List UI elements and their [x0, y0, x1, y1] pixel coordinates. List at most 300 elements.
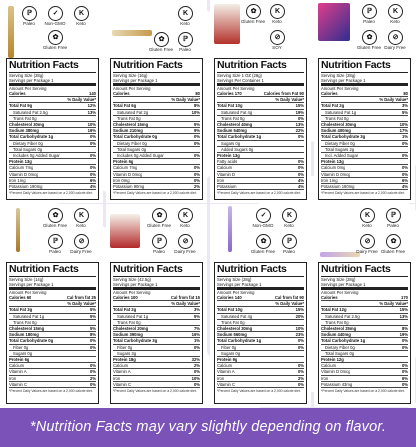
- dairy-free-icon: ⊘: [178, 234, 193, 249]
- nutrient-name: Calcium: [217, 363, 233, 369]
- nutrient-daily-value: 0%: [193, 381, 200, 387]
- dairy-free-icon: ⊘: [74, 234, 89, 249]
- nutrient-daily-value: 16%: [191, 332, 200, 338]
- daily-value-footnote: *Percent Daily Values are based on a 2,000 calorie diet.: [217, 389, 301, 394]
- calories-value: 170: [401, 295, 408, 300]
- nutrient-name: Sugars 0g: [221, 350, 241, 356]
- nutrient-daily-value: 0%: [89, 363, 96, 369]
- nutrient-row: [9, 382, 96, 388]
- nutrient-name: Total Sugars 0g: [117, 146, 147, 152]
- nutrient-name: Trans Fat 0g: [13, 319, 37, 325]
- nutrient-name: Vitamin D 0mcg: [113, 171, 143, 177]
- nutrient-daily-value: 32%: [191, 357, 200, 363]
- nutrient-name: Sodium 560mg: [217, 332, 247, 338]
- nutrient-name: Iron 1mg: [321, 177, 338, 183]
- nutrient-name: Total Sugars 0g: [325, 350, 355, 356]
- nutrient-name: Potassium 43mg: [321, 381, 353, 387]
- calories-label: Calories: [321, 295, 338, 300]
- nutrient-daily-value: 22%: [295, 128, 304, 134]
- nutrient-daily-value: 5%: [89, 313, 96, 319]
- nutrient-name: Includes 0g Added Sugar: [117, 153, 164, 159]
- nutrition-facts-title: Nutrition Facts: [9, 60, 96, 73]
- nutrition-facts-title: Nutrition Facts: [113, 264, 200, 277]
- nutrient-name: Total Fat 10g: [217, 307, 243, 313]
- nutrient-daily-value: 19%: [399, 332, 408, 338]
- nutrient-daily-value: 0%: [401, 369, 408, 375]
- nutrient-name: Total Fat 12g: [321, 307, 347, 313]
- calories-label: Calories: [9, 91, 26, 96]
- badge-label: Keto: [390, 19, 400, 24]
- nutrient-name: Protein 18g: [113, 357, 136, 363]
- badge-label: Dairy Free: [384, 45, 406, 50]
- nutrient-name: Calcium: [113, 363, 129, 369]
- nutrient-name: Trans Fat 0g: [325, 115, 349, 121]
- nutrient-daily-value: [406, 147, 408, 152]
- nutrient-name: Protein 13g: [217, 153, 240, 159]
- servings-per-package: Servings per Package 1: [9, 78, 96, 86]
- nutrient-daily-value: 4%: [401, 184, 408, 190]
- nutrient-name: Calcium: [9, 363, 25, 369]
- nutrient-name: Fiber 0g: [221, 344, 237, 350]
- nutrient-name: Potassium 180mg: [321, 184, 355, 190]
- nutrient-name: Cholesterol 15mg: [9, 326, 45, 332]
- gluten-free-icon: ✿: [48, 30, 63, 45]
- nutrient-name: Trans Fat 0g: [221, 115, 245, 121]
- nutrient-daily-value: 1%: [193, 338, 200, 344]
- badge-label: Gluten Free: [250, 249, 276, 254]
- badge-label: Gluten Free: [380, 249, 406, 254]
- nutrient-name: Trans Fat 0g: [325, 319, 349, 325]
- daily-value-footnote: *Percent Daily Values are based on a 2,000 calorie diet.: [321, 191, 405, 196]
- nutrition-facts-panel: [318, 262, 411, 404]
- nutrient-row: [217, 184, 304, 190]
- dairy-free-icon: ⊘: [388, 30, 403, 45]
- nutrient-daily-value: [94, 116, 96, 121]
- nutrient-daily-value: 15%: [295, 103, 304, 109]
- nutrient-name: Dietary Fiber 0g: [325, 344, 355, 350]
- nutrient-name: Vitamin D: [217, 171, 236, 177]
- keto-icon: K: [282, 208, 297, 223]
- nutrient-name: Total Fat 10g: [217, 103, 243, 109]
- nutrition-facts-panel: [6, 262, 99, 404]
- nutrition-facts-panel: [110, 262, 203, 404]
- calories-label: Calories: [113, 91, 130, 96]
- nutrient-name: Saturated Fat 2.5g: [325, 313, 360, 319]
- calories-value: 80: [195, 91, 200, 96]
- nutrient-daily-value: 0%: [401, 153, 408, 159]
- nutrient-name: Trans Fat 0g: [13, 115, 37, 121]
- amount-per-serving: Amount Per Serving: [321, 86, 359, 91]
- nutrient-name: Cholesterol 25mg: [321, 326, 357, 332]
- daily-value-label: % Daily Value*: [171, 301, 200, 307]
- nutrient-name: Sugars 0g: [13, 350, 33, 356]
- nutrient-daily-value: 0%: [297, 344, 304, 350]
- nutrient-name: Total Carbohydrate 3g: [321, 134, 366, 140]
- nutrient-daily-value: 0%: [297, 171, 304, 177]
- product-card: [314, 0, 415, 203]
- paleo-icon: ℙ: [386, 208, 401, 223]
- badge-label: Dairy Free: [356, 249, 378, 254]
- nutrient-daily-value: 0%: [297, 381, 304, 387]
- nutrient-daily-value: [302, 357, 304, 362]
- badge-label: Non-GMO: [44, 21, 66, 26]
- nutrient-daily-value: 4%: [297, 184, 304, 190]
- nutrient-row: [321, 382, 408, 388]
- nutrient-daily-value: [302, 351, 304, 356]
- nutrient-daily-value: 13%: [87, 109, 96, 115]
- nutrient-daily-value: [406, 351, 408, 356]
- serving-size: Serving Size (28g): [321, 73, 356, 78]
- nutrient-daily-value: 15%: [295, 307, 304, 313]
- nutrient-daily-value: 0%: [89, 344, 96, 350]
- paleo-icon: ℙ: [22, 6, 37, 21]
- servings-per-package: Servings per Package 1: [321, 78, 408, 86]
- product-image: [228, 206, 232, 252]
- servings-per-package: Servings per Package 1: [9, 282, 96, 290]
- daily-value-footnote: *Percent Daily Values are based on a 2,000 calorie diet.: [9, 191, 93, 196]
- nutrient-name: Calcium 0mg: [321, 165, 346, 171]
- nutrient-daily-value: 13%: [295, 122, 304, 128]
- badge-label: Paleo: [387, 223, 399, 228]
- nutrition-facts-title: Nutrition Facts: [9, 264, 96, 277]
- serving-size: Serving Size (28g): [217, 277, 252, 282]
- nutrient-daily-value: 8%: [401, 326, 408, 332]
- nutrient-name: Fiber 0g: [13, 344, 29, 350]
- paleo-icon: ℙ: [178, 32, 193, 47]
- nutrient-name: Vitamin C: [9, 381, 28, 387]
- keto-icon: K: [178, 6, 193, 21]
- nutrient-daily-value: 0%: [193, 344, 200, 350]
- non-gmo-icon: ✓: [48, 6, 63, 21]
- nutrient-name: Fiber 0g: [117, 344, 133, 350]
- badge-label: Non-GMO: [252, 223, 274, 228]
- nutrient-name: Vitamin A: [9, 369, 27, 375]
- nutrient-name: Protein 9g: [217, 357, 238, 363]
- serving-size: Serving Size (16g): [113, 73, 148, 78]
- nutrient-name: Sodium 540mg: [217, 128, 247, 134]
- nutrient-name: Total Carbohydrate 1g: [9, 134, 54, 140]
- nutrient-daily-value: 0%: [193, 165, 200, 171]
- nutrient-name: Protein 12g: [321, 357, 344, 363]
- nutrient-daily-value: 10%: [87, 122, 96, 128]
- nutrient-daily-value: 0%: [89, 134, 96, 140]
- nutrient-name: Cholesterol 20mg: [113, 326, 149, 332]
- nutrient-name: Total Fat 2g: [321, 103, 345, 109]
- nutrient-daily-value: [198, 159, 200, 164]
- nutrient-daily-value: 0%: [193, 134, 200, 140]
- keto-icon: K: [388, 4, 403, 19]
- servings-per-package: Servings per Package 1: [113, 78, 200, 86]
- product-image: [318, 3, 350, 41]
- nutrient-name: Iron: [9, 375, 17, 381]
- nutrient-daily-value: 6%: [89, 177, 96, 183]
- daily-value-footnote: *Percent Daily Values are based on a 2,000 calorie diet.: [113, 389, 197, 394]
- nutrient-daily-value: 0%: [193, 140, 200, 146]
- nutrient-name: Calcium: [321, 363, 337, 369]
- gluten-free-icon: ✿: [152, 208, 167, 223]
- daily-value-label: % Daily Value*: [67, 97, 96, 103]
- nutrient-name: Total Carbohydrate 1g: [217, 338, 262, 344]
- badge-label: Gluten Free: [146, 223, 172, 228]
- badge-label: Gluten Free: [356, 45, 382, 50]
- soy-icon: ⊘: [270, 30, 285, 45]
- badge-label: Gluten Free: [240, 19, 266, 24]
- nutrient-name: Sodium 210mg: [113, 128, 143, 134]
- servings-per-package: Servings per Package 1: [113, 282, 200, 290]
- nutrient-daily-value: 0%: [401, 338, 408, 344]
- nutrient-daily-value: 5%: [193, 313, 200, 319]
- product-image: [110, 214, 140, 248]
- nutrient-name: Total Carbohydrate 1g: [217, 134, 262, 140]
- nutrient-name: Saturated Fat 2.5g: [13, 109, 48, 115]
- calories-label: Calories: [321, 91, 338, 96]
- nutrient-name: Iron 1mg: [9, 177, 26, 183]
- nutrient-row: [321, 184, 408, 190]
- paleo-icon: ℙ: [282, 234, 297, 249]
- calories-value: Cal from fat 15: [170, 295, 200, 300]
- nutrient-daily-value: 3%: [401, 103, 408, 109]
- calories-value: Cal from fat 90: [274, 295, 304, 300]
- serving-size: Serving Size (28g): [9, 73, 44, 78]
- nutrient-daily-value: 0%: [297, 363, 304, 369]
- product-image: [8, 6, 14, 58]
- nutrient-name: Added Sugars 0g: [221, 146, 254, 152]
- nutrition-facts-title: Nutrition Facts: [113, 60, 200, 73]
- daily-value-footnote: *Percent Daily Values are based on a 2,000 calorie diet.: [113, 191, 197, 196]
- product-card: [210, 204, 311, 407]
- nutrient-daily-value: 0%: [401, 165, 408, 171]
- nutrient-daily-value: 3%: [193, 307, 200, 313]
- product-image: [112, 30, 152, 36]
- nutrition-facts-title: Nutrition Facts: [321, 60, 408, 73]
- calories-label: Calories 100: [113, 295, 138, 300]
- nutrient-name: Saturated Fat 4g: [221, 313, 253, 319]
- nutrient-daily-value: 15%: [399, 307, 408, 313]
- nutrient-name: Total Carbohydrate 0g: [113, 134, 158, 140]
- product-image: [214, 4, 240, 44]
- badge-label: Paleo: [283, 249, 295, 254]
- nutrient-daily-value: 0%: [193, 171, 200, 177]
- nutrient-daily-value: 0%: [297, 159, 304, 165]
- daily-value-label: % Daily Value*: [171, 97, 200, 103]
- badge-label: Keto: [362, 223, 372, 228]
- nutrition-facts-panel: [6, 58, 99, 200]
- badge-label: Keto: [76, 21, 86, 26]
- nutrient-name: Cholesterol 40mg: [217, 122, 253, 128]
- nutrient-daily-value: [198, 116, 200, 121]
- nutrient-daily-value: [302, 147, 304, 152]
- nutrition-facts-panel: [318, 58, 411, 200]
- badge-label: Paleo: [363, 19, 375, 24]
- nutrient-name: Sodium 390mg: [113, 332, 143, 338]
- nutrient-name: Sodium 440mg: [321, 332, 351, 338]
- dairy-free-icon: ⊘: [360, 234, 375, 249]
- keto-icon: K: [178, 208, 193, 223]
- nutrient-name: Cholesterol 30mg: [9, 122, 45, 128]
- nutrient-name: Total Fat 6g: [113, 103, 137, 109]
- gluten-free-icon: ✿: [246, 4, 261, 19]
- calories-label: Calories 60: [9, 295, 32, 300]
- nutrient-daily-value: 0%: [89, 338, 96, 344]
- badge-label: Keto: [76, 223, 86, 228]
- product-card: [2, 0, 103, 203]
- badge-label: Paleo: [153, 249, 165, 254]
- nutrient-name: Sugars 0g: [221, 140, 241, 146]
- daily-value-footnote: *Percent Daily Values are based on a 2,000 calorie diet.: [9, 389, 93, 394]
- calories-label: Calories 140: [217, 295, 242, 300]
- nutrient-name: Iron 0mg: [113, 177, 130, 183]
- nutrient-daily-value: 0%: [193, 369, 200, 375]
- nutrient-name: Incl. Added Sugar: [325, 153, 359, 159]
- nutrient-daily-value: 0%: [89, 153, 96, 159]
- nutrient-name: Protein 6g: [113, 159, 134, 165]
- keto-icon: K: [74, 208, 89, 223]
- nutrient-daily-value: 0%: [401, 344, 408, 350]
- nutrient-name: Saturated Fat 1g: [117, 313, 149, 319]
- nutrient-name: Trans Fat 0g: [221, 319, 245, 325]
- nutrient-daily-value: [94, 357, 96, 362]
- product-image: [16, 208, 20, 252]
- nutrient-name: Cholesterol 30mg: [321, 122, 357, 128]
- nutrient-daily-value: 23%: [295, 332, 304, 338]
- nutrient-daily-value: 10%: [191, 375, 200, 381]
- nutrition-facts-title: Nutrition Facts: [217, 60, 304, 73]
- product-card: [2, 204, 103, 407]
- nutrient-name: Includes 0g Added Sugar: [13, 153, 60, 159]
- amount-per-serving: Amount Per Serving: [217, 86, 255, 91]
- nutrient-name: Iron: [217, 375, 225, 381]
- nutrient-name: Iron: [113, 375, 121, 381]
- amount-per-serving: Amount Per Serving: [9, 290, 47, 295]
- daily-value-label: % Daily Value*: [379, 301, 408, 307]
- nutrient-daily-value: 17%: [399, 128, 408, 134]
- nutrient-daily-value: 2%: [89, 375, 96, 381]
- amount-per-serving: Amount Per Serving: [217, 290, 255, 295]
- nutrient-daily-value: 0%: [193, 177, 200, 183]
- nutrient-name: Trans Fat 0g: [117, 319, 141, 325]
- nutrient-row: [113, 184, 200, 190]
- product-card: [106, 0, 207, 203]
- servings-per-package: Servings Per Container 1: [217, 78, 304, 86]
- nutrition-facts-panel: [110, 58, 203, 200]
- badge-label: Gluten Free: [42, 223, 68, 228]
- nutrient-name: Protein 13g: [9, 159, 32, 165]
- nutrient-daily-value: [406, 357, 408, 362]
- nutrient-name: Vitamin D 0mcg: [321, 369, 351, 375]
- nutrient-daily-value: 10%: [399, 122, 408, 128]
- nutrient-name: Dietary Fiber 0g: [117, 140, 147, 146]
- nutrition-facts-panel: [214, 262, 307, 404]
- gluten-free-icon: ✿: [386, 234, 401, 249]
- nutrient-daily-value: 0%: [89, 171, 96, 177]
- nutrient-name: Dietary Fiber 0g: [13, 140, 43, 146]
- nutrient-name: Protein 6g: [9, 357, 30, 363]
- nutrient-name: Total Sugars 0g: [13, 146, 43, 152]
- amount-per-serving: Amount Per Serving: [113, 290, 151, 295]
- serving-size: Serving Size (42.5g): [113, 277, 151, 282]
- nutrient-name: Cholesterol 15mg: [113, 122, 149, 128]
- nutrient-name: Cholesterol 30mg: [217, 326, 253, 332]
- product-card: [106, 204, 207, 407]
- nutrient-daily-value: 2%: [193, 363, 200, 369]
- badge-label: Keto: [180, 21, 190, 26]
- daily-value-label: % Daily Value*: [275, 301, 304, 307]
- nutrient-name: Calcium: [217, 165, 233, 171]
- nutrient-name: Fatty acids: [217, 159, 238, 165]
- nutrient-name: Calcium 7mg: [113, 165, 138, 171]
- nutrition-facts-panel: [214, 58, 307, 200]
- nutrient-daily-value: 5%: [401, 109, 408, 115]
- non-gmo-icon: ✓: [256, 208, 271, 223]
- nutrition-facts-title: Nutrition Facts: [217, 264, 304, 277]
- product-card: [210, 0, 311, 203]
- servings-per-package: Servings per Package 1: [217, 282, 304, 290]
- product-card: [314, 204, 415, 407]
- nutrient-name: Sodium 380mg: [9, 128, 39, 134]
- nutrient-daily-value: [198, 320, 200, 325]
- badge-label: Paleo: [49, 249, 61, 254]
- nutrient-daily-value: 2%: [297, 375, 304, 381]
- nutrient-name: Vitamin D 0mcg: [321, 171, 351, 177]
- nutrient-name: Sodium 180mg: [9, 332, 39, 338]
- nutrient-daily-value: 0%: [89, 369, 96, 375]
- nutrient-name: Protein 13g: [321, 159, 344, 165]
- nutrient-daily-value: 12%: [87, 103, 96, 109]
- badge-label: SOY: [272, 45, 282, 50]
- nutrient-daily-value: 7%: [193, 326, 200, 332]
- nutrient-name: Vitamin D 0mcg: [9, 171, 39, 177]
- nutrient-name: Total Fat 3g: [9, 307, 33, 313]
- nutrient-daily-value: 0%: [297, 134, 304, 140]
- paleo-icon: ℙ: [152, 234, 167, 249]
- nutrient-name: Potassium: [217, 184, 237, 190]
- footer-note: *Nutrition Facts may vary slightly depending on flavor.: [29, 419, 387, 435]
- badge-label: Dairy Free: [174, 249, 196, 254]
- nutrient-name: Iron: [217, 177, 225, 183]
- nutrient-daily-value: 0%: [297, 115, 304, 121]
- nutrient-daily-value: 5%: [193, 122, 200, 128]
- nutrient-daily-value: 0%: [89, 381, 96, 387]
- calories-value: 80: [403, 91, 408, 96]
- nutrient-daily-value: [406, 159, 408, 164]
- nutrient-daily-value: 1%: [401, 134, 408, 140]
- nutrient-name: Total Fat 2g: [113, 307, 137, 313]
- nutrient-daily-value: 0%: [193, 153, 200, 159]
- amount-per-serving: Amount Per Serving: [9, 86, 47, 91]
- nutrient-daily-value: 0%: [89, 165, 96, 171]
- serving-size: Serving Size (14g): [9, 277, 44, 282]
- nutrient-daily-value: 0%: [297, 369, 304, 375]
- nutrition-facts-title: Nutrition Facts: [321, 264, 408, 277]
- nutrient-name: Sugars 3g: [117, 350, 137, 356]
- nutrient-name: Potassium 190mg: [9, 184, 43, 190]
- nutrient-daily-value: 6%: [401, 177, 408, 183]
- nutrient-daily-value: [302, 153, 304, 158]
- nutrient-daily-value: 0%: [401, 363, 408, 369]
- gluten-free-icon: ✿: [154, 32, 169, 47]
- nutrient-daily-value: 0%: [401, 381, 408, 387]
- nutrient-name: Vitamin A: [217, 369, 235, 375]
- badge-label: Keto: [272, 19, 282, 24]
- nutrient-name: Iron: [321, 375, 329, 381]
- nutrient-daily-value: 9%: [193, 128, 200, 134]
- nutrient-row: [217, 382, 304, 388]
- calories-label: Calories 170: [217, 91, 242, 96]
- calories-value: Cal from fat 25: [66, 295, 96, 300]
- nutrient-daily-value: 20%: [295, 313, 304, 319]
- nutrient-daily-value: [406, 116, 408, 121]
- servings-per-package: Servings per Package 1: [321, 282, 408, 290]
